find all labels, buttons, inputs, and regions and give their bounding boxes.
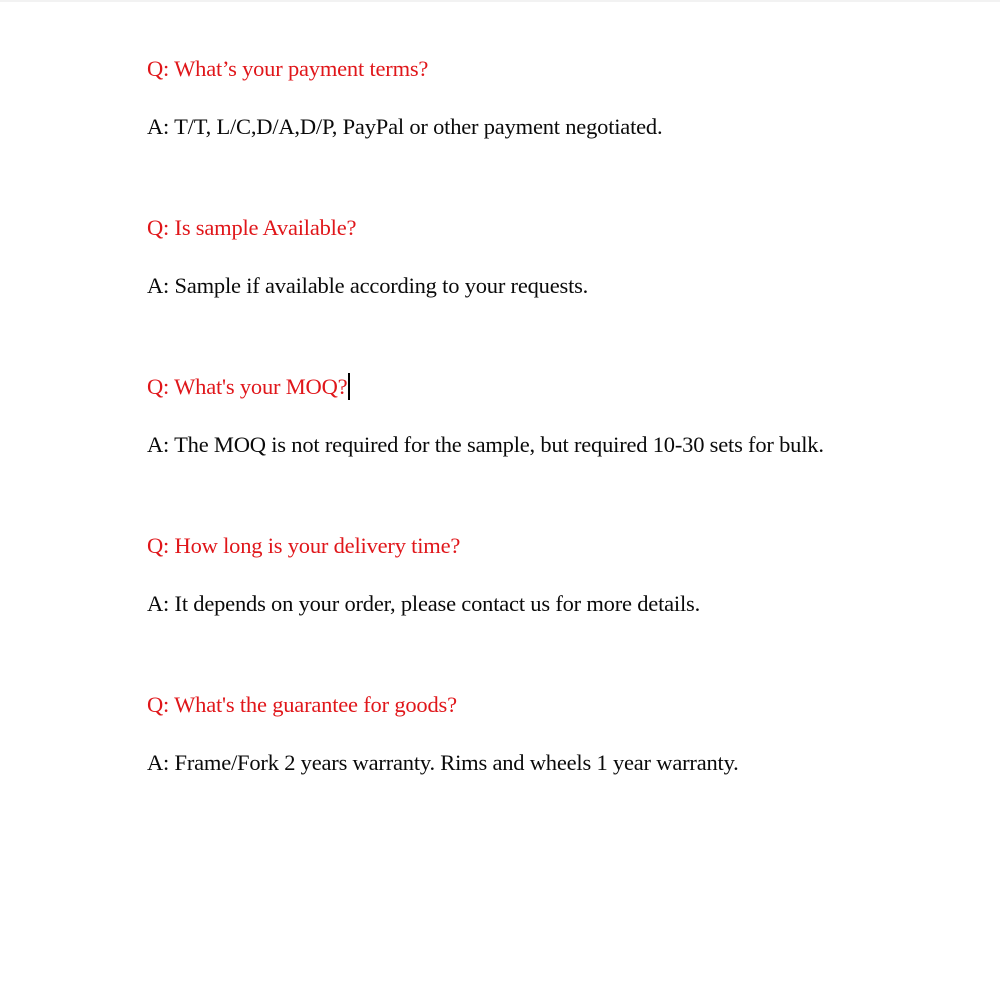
faq-question: Q: How long is your delivery time? bbox=[147, 533, 461, 558]
faq-item bbox=[147, 691, 857, 791]
faq-answer: A: It depends on your order, please contact us for more details. bbox=[147, 591, 700, 616]
faq-answer: A: Frame/Fork 2 years warranty. Rims and wheels 1 year warranty. bbox=[147, 750, 739, 775]
faq-item bbox=[147, 214, 857, 314]
faq-item bbox=[147, 532, 857, 632]
page-top-edge bbox=[0, 0, 1000, 2]
faq-question bbox=[147, 373, 857, 401]
faq-question: Q: What's the guarantee for goods? bbox=[147, 692, 457, 717]
faq-question-text: Q: What's your MOQ? bbox=[147, 374, 348, 399]
faq-answer: A: Sample if available according to your requests. bbox=[147, 273, 589, 298]
text-cursor bbox=[348, 373, 350, 400]
faq-list bbox=[147, 55, 857, 850]
faq-answer: A: The MOQ is not required for the sample, but required 10-30 sets for bulk. bbox=[147, 432, 824, 457]
faq-question: Q: What’s your payment terms? bbox=[147, 56, 429, 81]
faq-answer: A: T/T, L/C,D/A,D/P, PayPal or other payment negotiated. bbox=[147, 114, 663, 139]
faq-question: Q: Is sample Available? bbox=[147, 215, 357, 240]
faq-item bbox=[147, 373, 857, 473]
faq-item bbox=[147, 55, 857, 155]
